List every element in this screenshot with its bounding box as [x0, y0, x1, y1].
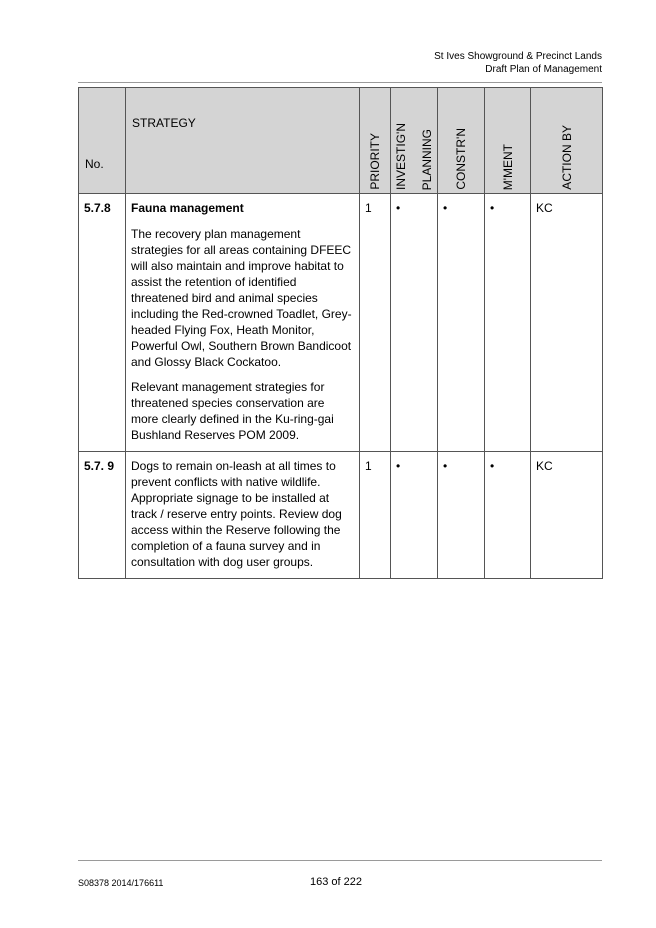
header-title: St Ives Showground & Precinct Lands: [434, 51, 602, 62]
col-header-constr: [438, 88, 485, 194]
mment-cell: •: [485, 452, 531, 579]
header-rule: [78, 82, 602, 83]
table-row: [79, 452, 603, 579]
strategy-paragraph: Dogs to remain on-leash at all times to prevent conflicts with native wildlife. Appropriate signage to be installed at track / reserve entry points. Review dog access within the Reserve following the completion of a fauna survey and in consultation with dog user groups.: [131, 459, 342, 569]
strategy-title: Fauna management: [131, 201, 244, 215]
document-reference: S08378 2014/176611: [78, 878, 164, 888]
col-header-action: [531, 88, 603, 194]
strategy-cell: [126, 452, 360, 579]
investig-planning-cell: •: [391, 452, 438, 579]
table-row: [79, 194, 603, 452]
mment-label: M'MENT: [500, 143, 515, 190]
page-number: 163 of 222: [310, 876, 362, 888]
investig-planning-cell: •: [391, 194, 438, 452]
strategy-paragraph: Relevant management strategies for threatened species conservation are more clearly defined in the Ku-ring-gai Bushland Reserves POM 2009.: [131, 380, 334, 442]
strategy-table: [78, 87, 603, 579]
constr-label: CONSTR'N: [454, 128, 468, 190]
action-cell: KC: [531, 194, 603, 452]
priority-cell: 1: [360, 452, 391, 579]
col-header-investig-planning: [391, 88, 438, 194]
priority-cell: 1: [360, 194, 391, 452]
row-number: 5.7. 9: [79, 452, 126, 579]
mment-cell: •: [485, 194, 531, 452]
col-header-no: No.: [79, 88, 126, 194]
constr-cell: •: [438, 452, 485, 579]
action-cell: KC: [531, 452, 603, 579]
footer-rule: [78, 860, 602, 861]
header-subtitle: Draft Plan of Management: [485, 64, 602, 75]
action-label: ACTION BY: [559, 125, 574, 190]
table-header-row: [79, 88, 603, 194]
investig-label: INVESTIG'N: [394, 123, 408, 190]
page-header: [434, 50, 602, 76]
col-header-mment: [485, 88, 531, 194]
col-header-priority: [360, 88, 391, 194]
priority-label: PRIORITY: [368, 133, 382, 190]
planning-label: PLANNING: [420, 128, 434, 190]
strategy-paragraph: The recovery plan management strategies for all areas containing DFEEC will also maintain and improve habitat to assist the retention of identified threatened bird and animal species including the Red-crowned Toadlet, Grey-headed Flying Fox, Heath Monitor, Powerful Owl, Southern Brown Bandicoot and Glossy Black Cockatoo.: [131, 227, 352, 369]
strategy-cell: [126, 194, 360, 452]
row-number: 5.7.8: [79, 194, 126, 452]
constr-cell: •: [438, 194, 485, 452]
col-header-strategy: STRATEGY: [126, 88, 360, 194]
